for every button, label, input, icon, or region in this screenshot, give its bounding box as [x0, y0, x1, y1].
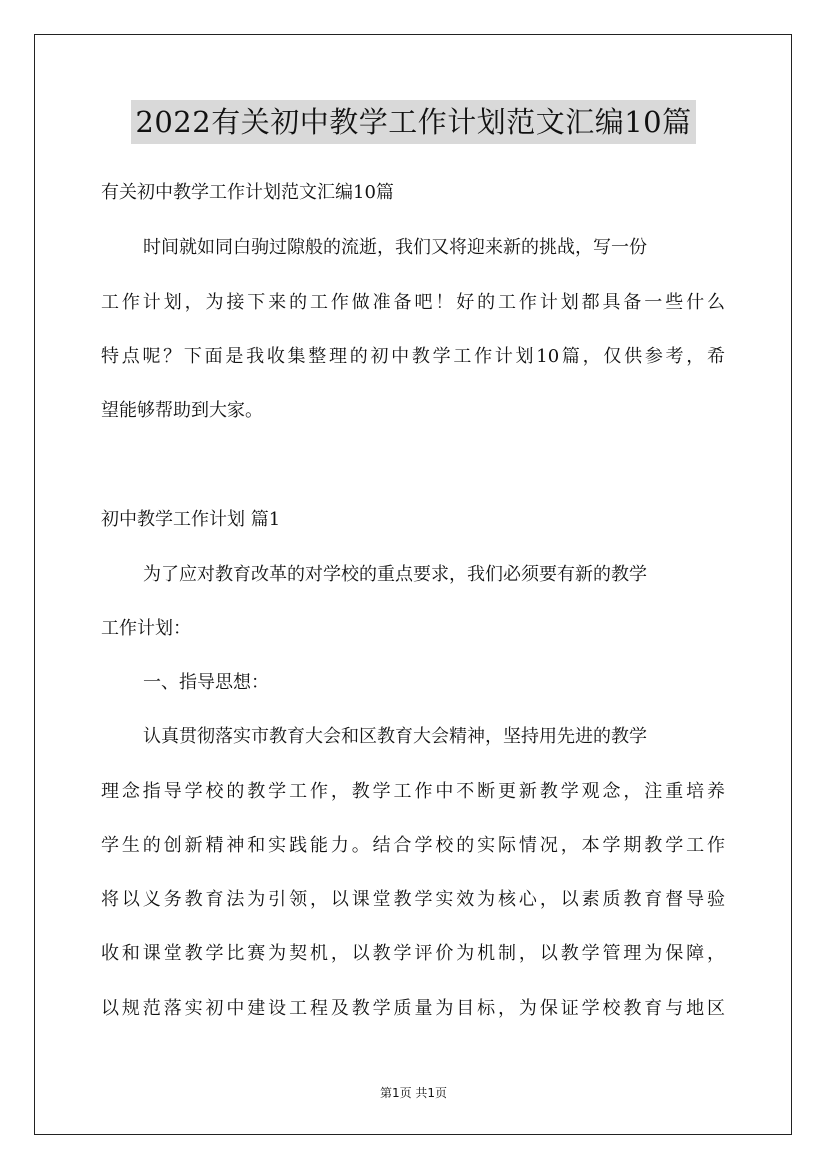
- guiding-line-5: 收和课堂教学比赛为契机，以教学评价为机制，以教学管理为保障，: [101, 943, 725, 964]
- guiding-line-6: 以规范落实初中建设工程及教学质量为目标，为保证学校教育与地区: [101, 998, 725, 1019]
- section-intro-line-1: 为了应对教育改革的对学校的重点要求，我们必须要有新的教学: [143, 564, 647, 585]
- subheading: 一、指导思想：: [143, 672, 269, 693]
- title-container: [0, 100, 827, 144]
- intro-line-1: 时间就如同白驹过隙般的流逝，我们又将迎来新的挑战，写一份: [143, 237, 647, 258]
- document-subtitle: 有关初中教学工作计划范文汇编10篇: [101, 182, 394, 203]
- intro-line-3: 特点呢？下面是我收集整理的初中教学工作计划10篇，仅供参考，希: [101, 346, 725, 367]
- guiding-line-4: 将以义务教育法为引领，以课堂教学实效为核心，以素质教育督导验: [101, 889, 725, 910]
- intro-line-4: 望能够帮助到大家。: [101, 400, 263, 421]
- guiding-line-3: 学生的创新精神和实践能力。结合学校的实际情况，本学期教学工作: [101, 835, 725, 856]
- guiding-line-1: 认真贯彻落实市教育大会和区教育大会精神，坚持用先进的教学: [143, 726, 647, 747]
- intro-line-2: 工作计划，为接下来的工作做准备吧！好的工作计划都具备一些什么: [101, 292, 725, 313]
- section-heading: 初中教学工作计划 篇1: [101, 509, 281, 530]
- page-footer: 第1页 共1页: [379, 1086, 448, 1100]
- section-intro-line-2: 工作计划：: [101, 618, 191, 639]
- document-title: 2022有关初中教学工作计划范文汇编10篇: [131, 100, 695, 144]
- guiding-line-2: 理念指导学校的教学工作，教学工作中不断更新教学观念，注重培养: [101, 781, 725, 802]
